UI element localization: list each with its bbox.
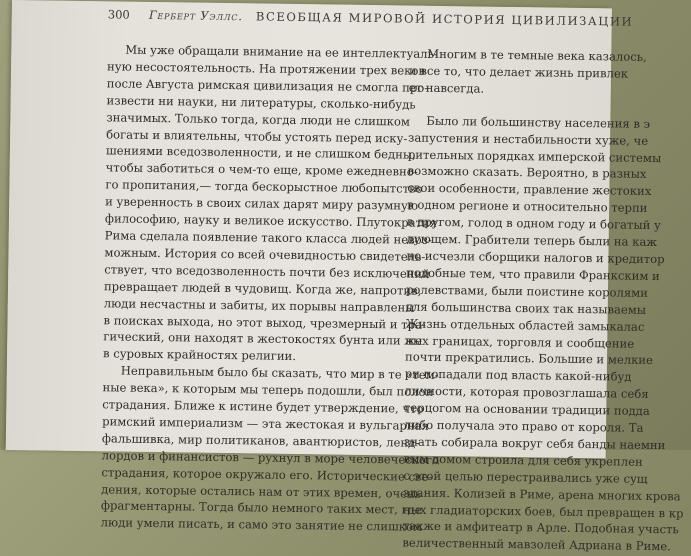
text-line: ри попадали под власть какой-нибуд — [404, 366, 632, 384]
text-line: лордов и финансистов — рухнул в море человеческого — [101, 448, 440, 467]
text-line: личности, которая провозглашала себя — [404, 383, 649, 402]
text-line: герцогом на основании традиции подда — [404, 400, 650, 419]
text-line: Рима сделала появление такого класса людей невоз- — [104, 228, 433, 247]
text-line: го пропитания,— тогда бескорыстное любопытство — [105, 177, 423, 197]
text-line: но исчезли сборщики налогов и кредитор — [406, 248, 665, 267]
text-line: люди несчастны и забиты, их порывы направлены — [103, 295, 415, 315]
paragraph — [402, 112, 684, 555]
paragraph — [408, 46, 647, 100]
text-line: и уверенность в своих силах дарят миру разумную — [105, 194, 419, 213]
text-line: страдания. Ближе к истине будет утверждение, что — [102, 397, 424, 416]
text-line: ных границах, торговля и сообщение — [405, 333, 635, 351]
text-line: либо получала это право от короля. Та — [404, 417, 644, 435]
text-line: запустения и нестабильности хуже, че — [408, 130, 649, 148]
text-line: подобные тем, что правили Франкским и — [406, 265, 660, 283]
paragraph — [102, 41, 438, 366]
text-line: римский империализм — эта жестокая и вульгарная — [102, 414, 429, 433]
text-line: величественный мавзолей Адриана в Риме. — [402, 535, 671, 554]
text-line: дующем. Грабители теперь были на каж — [406, 231, 658, 250]
text-line: ствует, что вседозволенность почти без исключений — [104, 262, 431, 281]
text-line: возможно сказать. Вероятно, в разных — [407, 163, 647, 182]
text-line: философию, науку и великое искусство. Плутократия — [104, 211, 438, 231]
text-line: ных гладиаторских боев, был превращен в кр — [402, 502, 684, 520]
text-line: после Августа римская цивилизация не смогла про- — [106, 76, 429, 95]
text-line: также и амфитеатр в Арле. Подобная участь — [402, 518, 679, 537]
text-line: Неправильным было бы сказать, что мир в те «тем- — [120, 363, 439, 383]
text-line: для большинства своих так называемы — [405, 299, 647, 317]
left-column — [100, 41, 440, 535]
text-line: в поисках выхода, но этот выход, чрезмерный и тра- — [103, 312, 427, 332]
text-line: и все то, что делает жизнь привлек — [408, 63, 629, 81]
text-line: можным. История со всей очевидностью свидетель- — [104, 245, 426, 264]
text-line: Многим в те темные века казалось, — [427, 46, 647, 64]
text-line: люди умели писать, и само это занятие не слишком — [100, 515, 423, 535]
text-line: гический, они находят в жестокостях бунта или же — [103, 329, 422, 349]
text-line: значимых. Только тогда, когда люди не слишком — [106, 109, 411, 129]
text-line: дения, которые остались нам от этих времен, очень — [101, 481, 422, 501]
text-line: ную несостоятельность. На протяжении трех веков — [106, 59, 426, 78]
text-line: Было ли большинству населения в э — [426, 113, 651, 131]
text-line: Мы уже обращали внимание на ее интеллектуаль- — [125, 42, 438, 61]
text-line: ет навсегда. — [408, 80, 485, 96]
header-author: Герберт Уэллс. — [148, 7, 243, 24]
text-line: знать собирала вокруг себя банды наемни — [403, 434, 666, 453]
text-line: здания. Колизей в Риме, арена многих крова — [403, 485, 681, 504]
text-line: ролевствами, были поистине королями — [405, 282, 649, 300]
page-number: 300 — [107, 7, 130, 22]
text-line: в суровых крайностях религии. — [102, 346, 297, 364]
text-line: в другом, голод в одном году и богатый у — [406, 214, 661, 233]
text-line: превращает людей в чудовищ. Когда же, напротив, — [103, 279, 422, 298]
text-line: рительных порядках имперской системы — [407, 147, 662, 165]
text-line: в одном регионе и относительно терпи — [407, 197, 648, 216]
text-line: страдания, которое окружало его. Исторические све- — [101, 464, 433, 484]
text-line: с этой целью перестраивались уже сущ — [403, 468, 648, 486]
text-line: ные века», к которым мы теперь подошли, был полон — [102, 380, 434, 400]
text-line: фрагментарны. Тогда было немного таких мест, где — [100, 498, 422, 518]
paragraph — [100, 363, 440, 536]
text-line: шениями вседозволенности, и не слишком бедны, — [105, 143, 416, 163]
text-line: вым домом строила для себя укреплен — [403, 451, 643, 469]
header-title: ВСЕОБЩАЯ МИРОВОЙ ИСТОРИЯ ЦИВИЛИЗАЦИИ — [255, 9, 634, 29]
book-page — [6, 0, 684, 554]
text-line: свои особенности, правление жестоких — [407, 180, 652, 199]
text-line: фальшивка, мир политиканов, авантюристов, ленд- — [101, 431, 420, 450]
running-header — [108, 7, 634, 28]
right-column — [402, 46, 684, 555]
text-line: извести ни науки, ни литературы, сколько-нибудь — [106, 93, 416, 112]
text-line: Жизнь отдельных областей замыкалас — [405, 316, 645, 334]
text-line: почти прекратились. Большие и мелкие — [404, 349, 654, 368]
text-line: чтобы заботиться о чем-то еще, кроме ежедневно- — [105, 160, 418, 180]
text-line: богаты и влиятельны, чтобы устоять перед иску- — [106, 126, 408, 146]
